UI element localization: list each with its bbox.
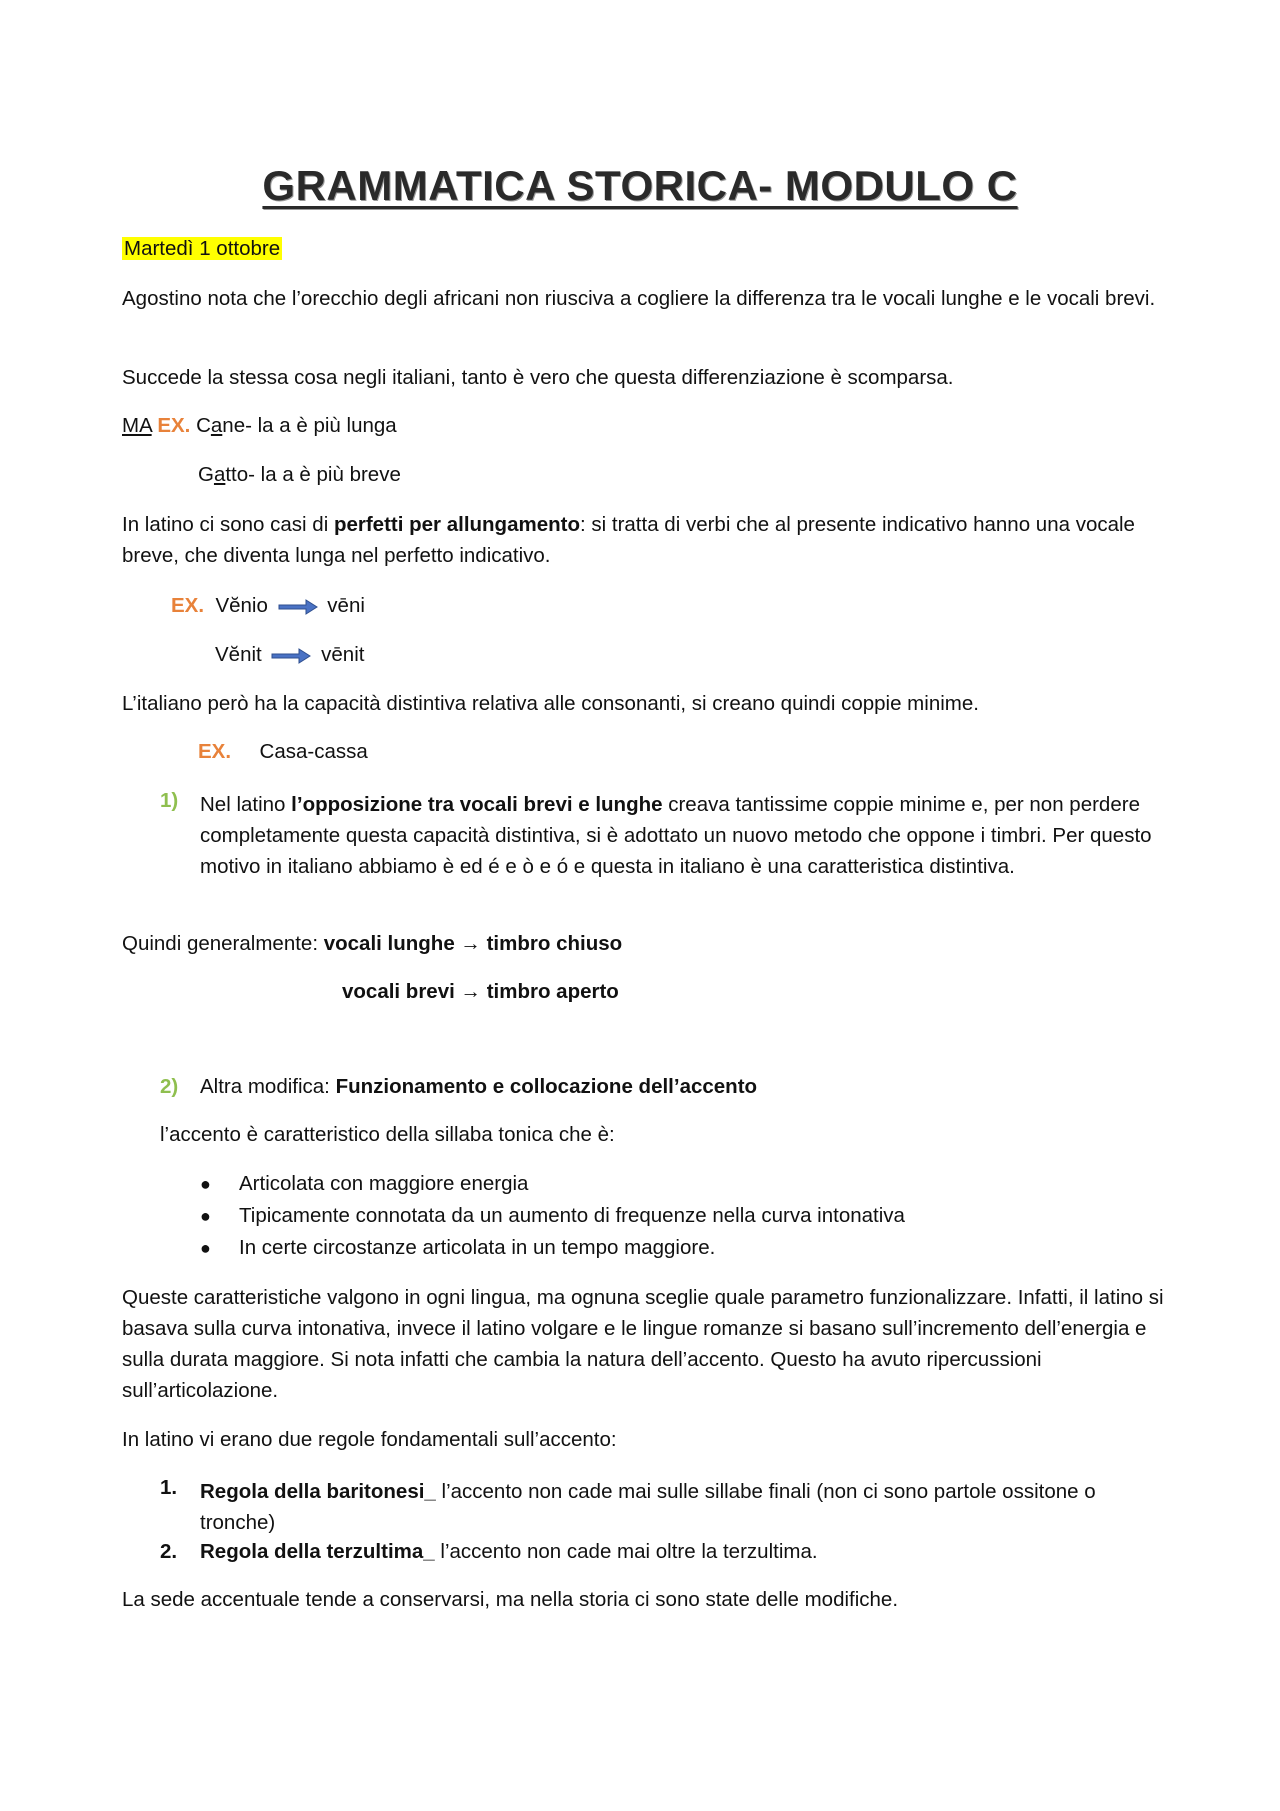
paragraph-agostino: Agostino nota che l’orecchio degli africani non riusciva a cogliere la differenza tra le vocali lunghe e le vocali brevi.: [122, 287, 1156, 310]
paragraph-italiani: Succede la stessa cosa negli italiani, tanto è vero che questa differenziazione è scomparsa.: [122, 366, 954, 389]
rule-2-bold: Regola della terzultima_: [200, 1540, 435, 1563]
gatto-rest: tto- la a è più breve: [225, 463, 401, 486]
rule-1-bold: Regola della baritonesi_: [200, 1480, 436, 1503]
ex-label: EX.: [198, 740, 232, 763]
list-item-opposizione: [200, 789, 1172, 882]
paragraph-perfetti: [122, 509, 1162, 571]
summary-line-2: vocali brevi → timbro aperto: [342, 980, 619, 1003]
casa-cassa: Casa-cassa: [259, 740, 368, 763]
paragraph-regole: In latino vi erano due regole fondamentali sull’accento:: [122, 1428, 617, 1451]
list-number-2: 2): [160, 1075, 179, 1098]
venio-left: Vĕnio: [215, 594, 268, 617]
right-arrow-icon: [271, 647, 311, 665]
example-gatto: [198, 463, 401, 487]
ex-label: EX.: [171, 594, 205, 617]
perfetti-pre: In latino ci sono casi di: [122, 513, 334, 536]
right-arrow-icon: [278, 598, 318, 616]
rule-number-1: 1.: [160, 1476, 178, 1499]
bullet-item-2: Tipicamente connotata da un aumento di frequenze nella curva intonativa: [239, 1204, 905, 1227]
opposizione-post: creava tantissime coppie minime e, per non perdere completamente questa capacità distintiva, si è adottato un nuovo metodo che oppone i timbri. Per questo motivo in italiano abbiamo è ed é e ò e ó e questa in italiano è una caratteristica distintiva.: [200, 793, 1152, 878]
example-cane: [122, 414, 397, 438]
ex-label: EX.: [157, 414, 191, 437]
opposizione-pre: Nel latino: [200, 793, 292, 816]
venio-right: vēni: [327, 594, 365, 617]
list-item-accento: [200, 1075, 757, 1099]
rule-number-2: 2.: [160, 1540, 178, 1563]
gatto-g: G: [198, 463, 214, 486]
page-title: GRAMMATICA STORICA- MODULO C: [262, 162, 1018, 209]
bullet-dot: ●: [200, 1238, 211, 1258]
rule-item-2: [200, 1540, 818, 1564]
rule-item-1: [200, 1476, 1160, 1538]
date-heading: [122, 237, 282, 261]
rule-1-text: l’accento non cade mai sulle sillabe finali (non ci sono partole ossitone o tronche): [200, 1480, 1096, 1534]
bullet-dot: ●: [200, 1174, 211, 1194]
bullet-dot: ●: [200, 1206, 211, 1226]
summary-pre: Quindi generalmente:: [122, 932, 324, 955]
perfetti-bold: perfetti per allungamento: [333, 513, 580, 536]
cane-a: a: [210, 414, 223, 437]
venit-left: Vĕnit: [215, 643, 262, 666]
cane-rest: ne- la a è più lunga: [222, 414, 397, 437]
rule-2-text: l’accento non cade mai oltre la terzultima.: [434, 1540, 818, 1563]
perfetti-post: : si tratta di verbi che al presente indicativo hanno una vocale breve, che diventa lunga nel perfetto indicativo.: [122, 513, 1135, 567]
accento-bold: Funzionamento e collocazione dell’accento: [335, 1075, 758, 1098]
paragraph-caratteristiche: Queste caratteristiche valgono in ogni lingua, ma ognuna sceglie quale parametro funzionalizzare. Infatti, il latino si basava sulla curva intonativa, invece il latino volgare e le lingue romanze si basano sull’incremento dell’energia e sulla durata maggiore. Si nota infatti che cambia la natura dell’accento. Questo ha avuto ripercussioni sull’articolazione.: [122, 1286, 1164, 1402]
paragraph-consonanti: L’italiano però ha la capacità distintiva relativa alle consonanti, si creano quindi coppie minime.: [122, 692, 979, 715]
accento-pre: Altra modifica:: [200, 1075, 336, 1098]
summary-line-1: [122, 932, 622, 956]
opposizione-bold: l’opposizione tra vocali brevi e lunghe: [291, 793, 663, 816]
paragraph-sede: La sede accentuale tende a conservarsi, ma nella storia ci sono state delle modifiche.: [122, 1588, 899, 1611]
list-number-1: 1): [160, 789, 179, 812]
bullet-item-3: In certe circostanze articolata in un tempo maggiore.: [239, 1236, 716, 1259]
paragraph-sillaba: l’accento è caratteristico della sillaba tonica che è:: [160, 1123, 615, 1146]
venit-right: vēnit: [321, 643, 365, 666]
summary-lunghe: vocali lunghe → timbro chiuso: [323, 932, 623, 955]
bullet-item-1: Articolata con maggiore energia: [239, 1172, 529, 1195]
example-venio: [171, 594, 365, 618]
date-highlight: Martedì 1 ottobre: [124, 237, 281, 260]
gatto-a: a: [213, 463, 226, 486]
cane-c: C: [196, 414, 211, 437]
example-venit: [215, 643, 364, 667]
ma-label: MA: [122, 414, 152, 437]
example-casa: [198, 740, 368, 764]
